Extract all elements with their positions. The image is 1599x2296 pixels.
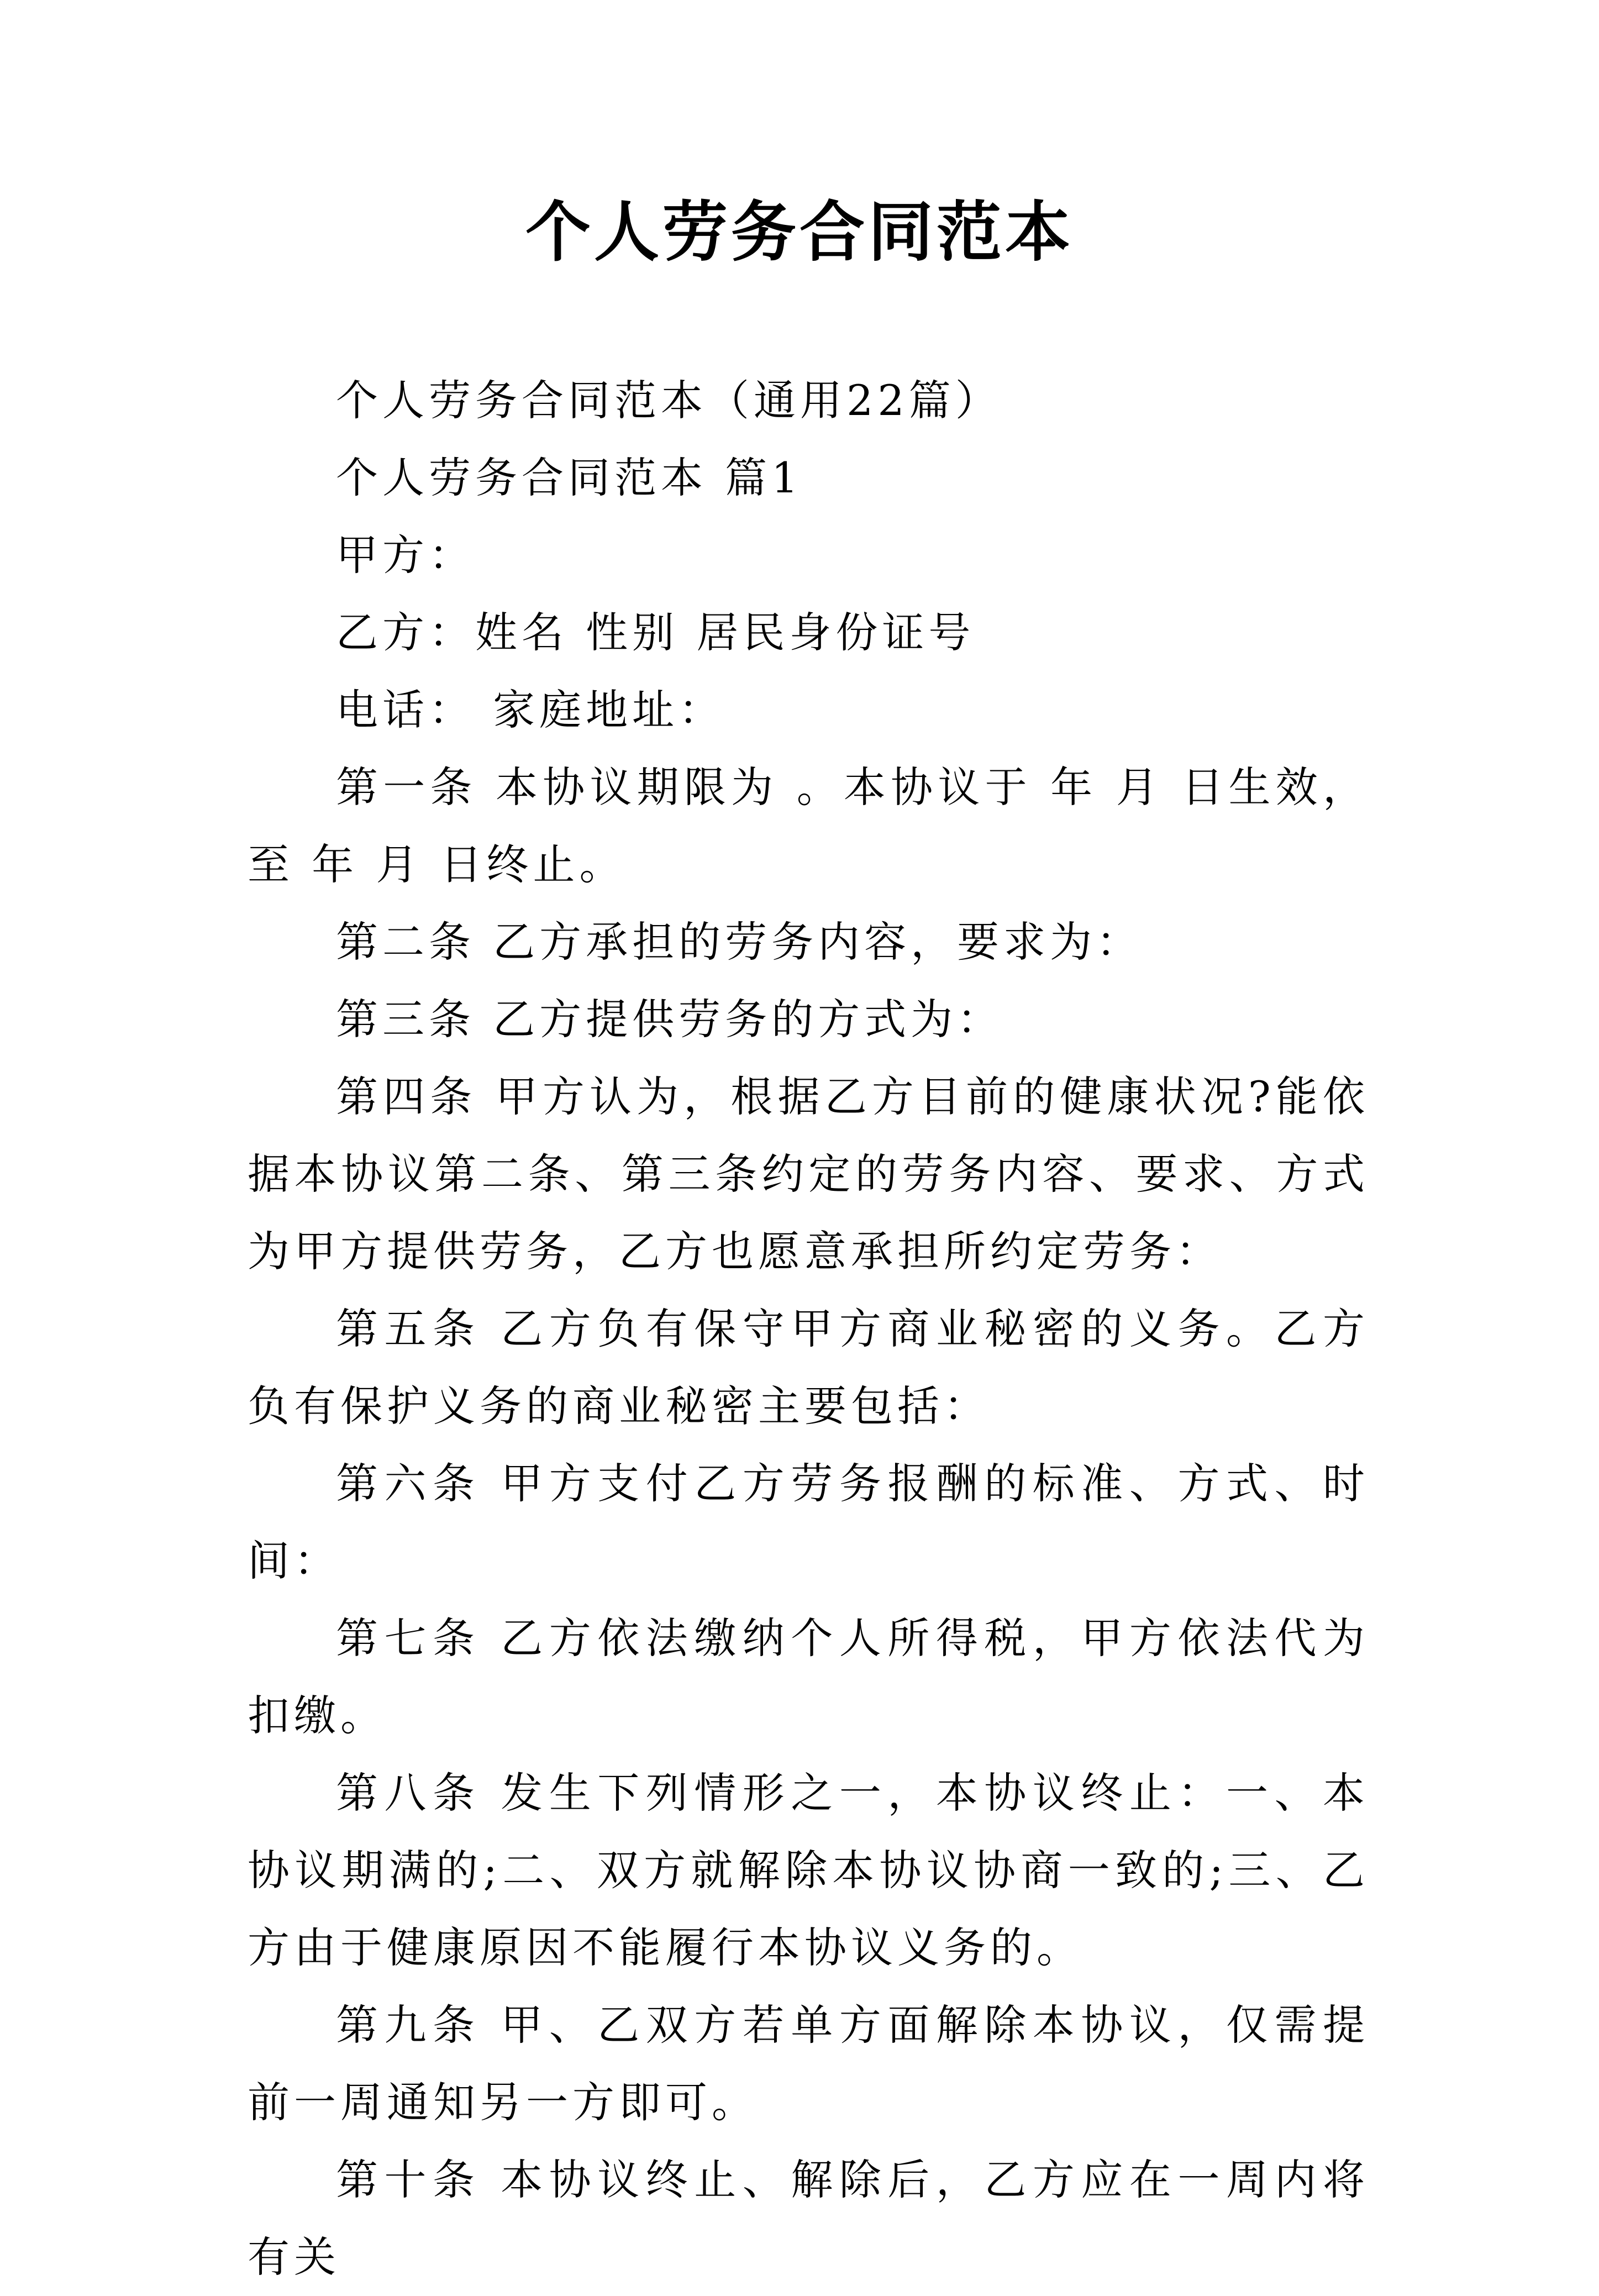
paragraph-article-2: 第二条 乙方承担的劳务内容，要求为： — [336, 917, 1143, 966]
paragraph-article-9: 第九条 甲、乙双方若单方面解除本协议，仅需提前一周通知另一方即可。 — [248, 2000, 1369, 2127]
paragraph-article-5: 第五条 乙方负有保守甲方商业秘密的义务。乙方负有保护义务的商业秘密主要包括： — [248, 1304, 1369, 1431]
paragraph-party-a: 甲方： — [336, 530, 475, 580]
document-title: 个人劳务合同范本 — [525, 193, 1074, 270]
paragraph-article-7: 第七条 乙方依法缴纳个人所得税，甲方依法代为扣缴。 — [248, 1614, 1369, 1740]
paragraph-article-4: 第四条 甲方认为，根据乙方目前的健康状况?能依据本协议第二条、第三条约定的劳务内容、要求、方式为甲方提供劳务，乙方也愿意承担所约定劳务： — [248, 1072, 1369, 1276]
document-body — [248, 362, 1369, 2296]
paragraph-article-1: 第一条 本协议期限为 。本协议于 年 月 日生效，至 年 月 日终止。 — [248, 763, 1369, 889]
paragraph-article-8: 第八条 发生下列情形之一，本协议终止：一、本协议期满的;二、双方就解除本协议协商一致的;三、乙方由于健康原因不能履行本协议义务的。 — [248, 1768, 1369, 1972]
paragraph-article-3: 第三条 乙方提供劳务的方式为： — [336, 995, 1004, 1044]
paragraph-party-b: 乙方：姓名 性别 居民身份证号 — [336, 608, 975, 657]
paragraph-contact: 电话： 家庭地址： — [336, 685, 725, 734]
paragraph-section-heading: 个人劳务合同范本 篇1 — [336, 453, 803, 502]
paragraph-article-6: 第六条 甲方支付乙方劳务报酬的标准、方式、时间： — [248, 1459, 1369, 1585]
paragraph-subtitle: 个人劳务合同范本（通用22篇） — [336, 376, 1002, 425]
paragraph-article-10: 第十条 本协议终止、解除后，乙方应在一周内将有关 — [248, 2155, 1369, 2282]
